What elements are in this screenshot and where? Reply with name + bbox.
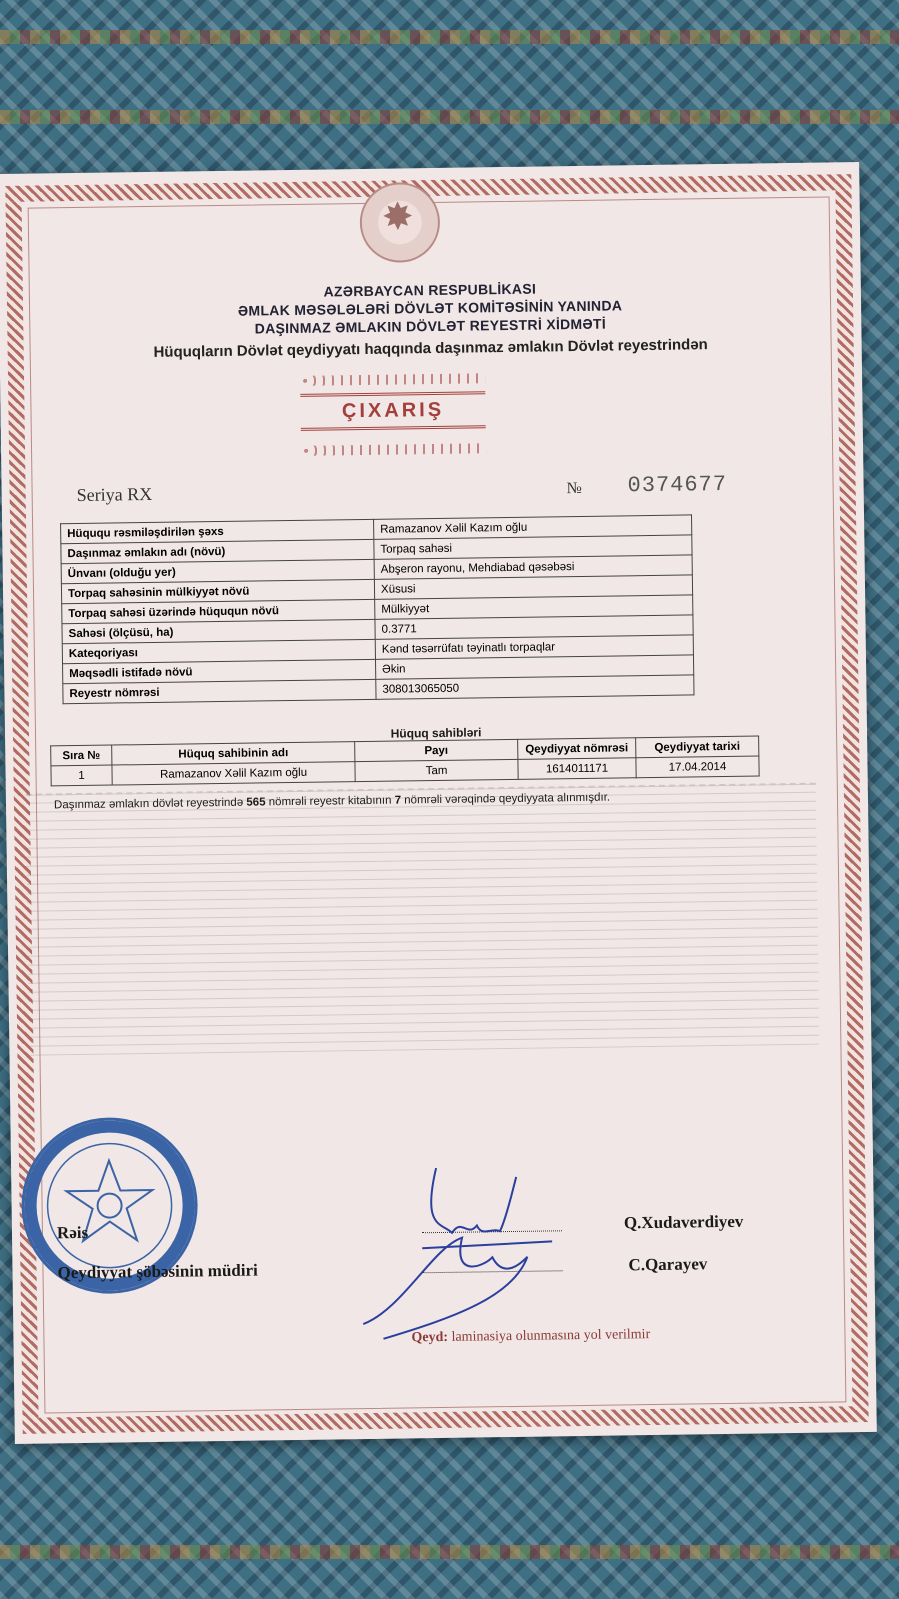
owners-header-cell: Qeydiyyat nömrəsi <box>518 738 636 760</box>
state-emblem-icon: ✸ <box>359 182 440 263</box>
info-value: Əkin <box>375 655 693 679</box>
role-registration-head: Qeydiyyat şöbəsinin müdiri <box>57 1260 258 1283</box>
certificate-paper <box>0 162 877 1444</box>
header-line-2: ƏMLAK MƏSƏLƏLƏRİ DÖVLƏT KOMİTƏSİNİN YANINDA <box>237 297 623 319</box>
series-label: Seriya RX <box>76 483 153 506</box>
info-label: Sahəsi (ölçüsü, ha) <box>62 619 375 643</box>
info-label: Reyestr nömrəsi <box>63 679 376 703</box>
number-sign: № <box>566 479 583 498</box>
info-value: Torpaq sahəsi <box>374 535 692 559</box>
info-value: Xüsusi <box>374 575 692 599</box>
document-title: ÇIXARIŞ <box>300 391 485 431</box>
info-label: Məqsədli istifadə növü <box>63 659 376 683</box>
lamination-footnote: Qeyd: laminasiya olunmasına yol verilmir <box>411 1327 651 1346</box>
name-registration-head: C.Qarayev <box>628 1254 708 1275</box>
info-value: Kənd təsərrüfatı təyinatlı torpaqlar <box>375 635 693 659</box>
owners-header-cell: Qeydiyyat tarixi <box>636 736 759 758</box>
document-subtitle: Hüquqların Dövlət qeydiyyatı haqqında daşınmaz əmlakın Dövlət reyestrindən <box>153 336 708 361</box>
property-info-table <box>60 514 694 704</box>
rug-stripe-top <box>0 30 899 44</box>
header-line-1: AZƏRBAYCAN RESPUBLİKASI <box>323 280 537 300</box>
header-line-3: DAŞINMAZ ƏMLAKIN DÖVLƏT REYESTRİ XİDMƏTİ <box>254 315 607 337</box>
owners-header-cell: Hüquq sahibinin adı <box>112 742 355 765</box>
registry-note: Daşınmaz əmlakın dövlət reyestrində 565 nömrəli reyestr kitabının 7 nömrəli vərəqində qeydiyyata alınmışdır. <box>53 791 611 812</box>
owners-cell: Tam <box>355 759 518 781</box>
info-label: Torpaq sahəsinin mülkiyyət növü <box>61 579 374 603</box>
owners-cell: 1 <box>51 765 112 786</box>
role-chief: Rəis <box>56 1222 89 1243</box>
background-fortress-watermark <box>26 783 820 1056</box>
registry-book-number: 565 <box>246 796 266 809</box>
owners-header-cell: Sıra № <box>51 745 112 766</box>
info-value: Abşeron rayonu, Mehdiabad qəsəbəsi <box>374 555 692 579</box>
info-value: 308013065050 <box>376 675 694 699</box>
owners-caption: Hüquq sahibləri <box>390 725 482 741</box>
info-label: Daşınmaz əmlakın adı (növü) <box>61 539 374 563</box>
info-value: 0.3771 <box>375 615 693 639</box>
handwritten-signatures <box>340 1106 573 1349</box>
owners-cell: Ramazanov Xəlil Kazım oğlu <box>112 762 355 785</box>
info-label: Ünvanı (olduğu yer) <box>61 559 374 583</box>
rug-stripe-bottom <box>0 1545 899 1559</box>
owners-cell: 17.04.2014 <box>636 756 759 778</box>
info-label: Kateqoriyası <box>62 639 375 663</box>
info-value: Mülkiyyət <box>375 595 693 619</box>
registry-page-number: 7 <box>394 794 402 807</box>
name-chief: Q.Xudaverdiyev <box>623 1211 744 1233</box>
owners-header-cell: Payı <box>355 739 518 761</box>
owners-cell: 1614011171 <box>518 758 636 780</box>
info-label: Hüququ rəsmiləşdirilən şəxs <box>61 519 374 543</box>
serial-number: 0374677 <box>627 471 728 499</box>
info-label: Torpaq sahəsi üzərində hüququn növü <box>62 599 375 623</box>
rug-stripe-mid <box>0 110 899 124</box>
info-value: Ramazanov Xəlil Kazım oğlu <box>374 515 692 539</box>
